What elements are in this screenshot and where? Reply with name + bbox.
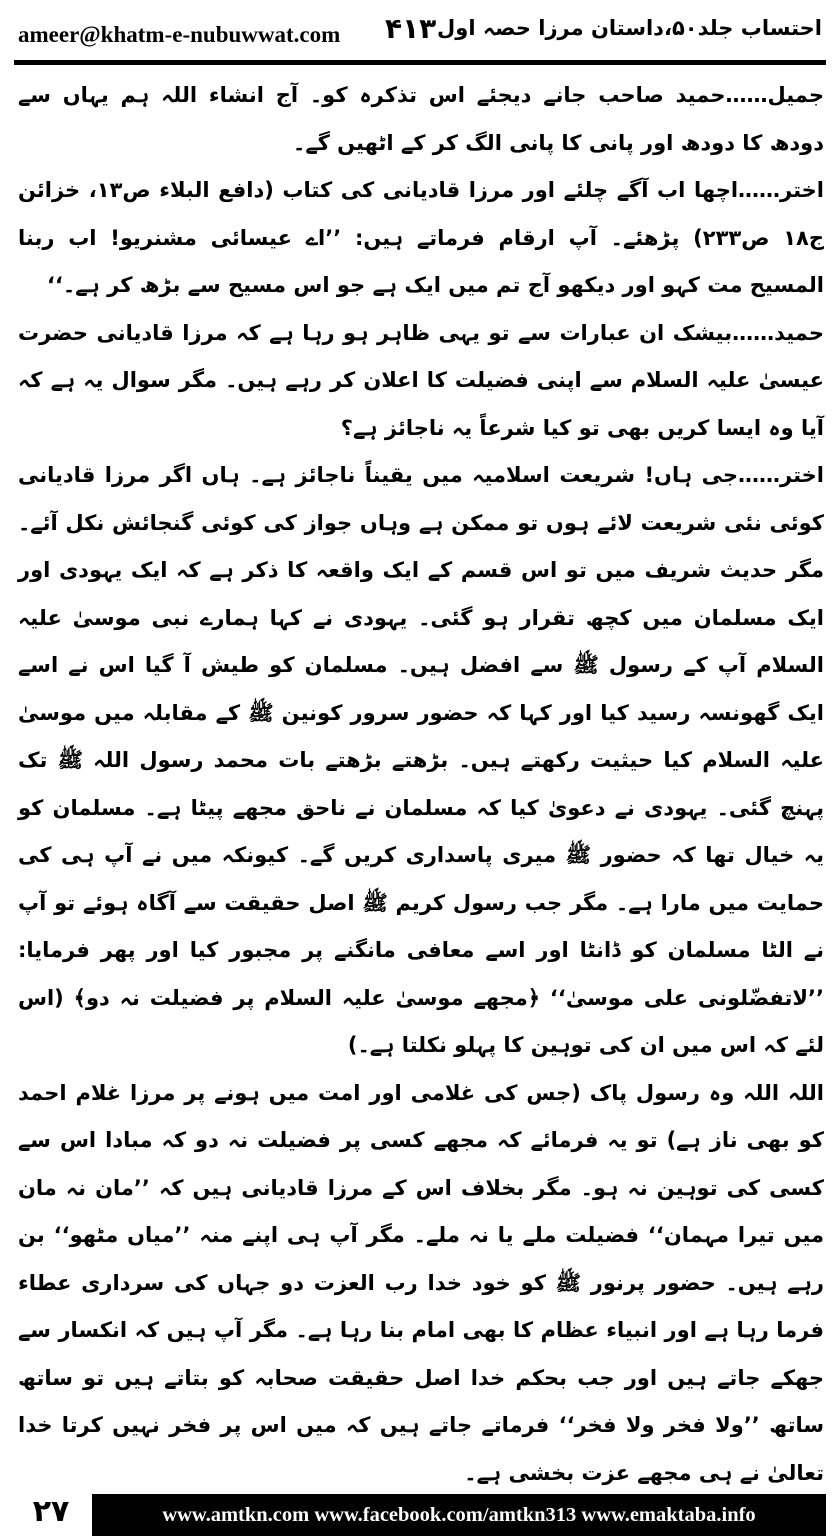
header-email: ameer@khatm-e-nubuwwat.com <box>18 22 341 47</box>
footer-page-number: ۲۷ <box>32 1494 70 1529</box>
footer-urls: www.amtkn.com www.facebook.com/amtkn313 www.emaktaba.info <box>92 1494 826 1536</box>
paragraph-conclusion: اللہ اللہ وہ رسول پاک (جس کی غلامی اور امت میں ہونے پر مرزا غلام احمد کو بھی ناز ہے) تو یہ فرمائے کہ مجھے کسی پر فضیلت نہ دو کہ مبادا اس سے کسی کی توہین نہ ہو۔ مگر بخلاف اس کے مرزا قادیانی ہیں کہ ’’مان نہ مان میں تیرا مہمان‘‘ فضیلت ملے یا نہ ملے۔ مگر آپ ہی اپنے منہ ’’میاں مٹھو‘‘ بن رہے ہیں۔ حضور پرنور ﷺ کو خود خدا رب العزت دو جہاں کی سرداری عطاء فرما رہا ہے اور انبیاء عظام کا بھی امام بنا رہا ہے۔ مگر آپ ہیں کہ انکسار سے جھکے جاتے ہیں اور جب بحکم خدا اصل حقیقت صحابہ کو بتاتے ہیں تو ساتھ ساتھ ’’ولا فخر ولا فخر‘‘ فرماتے جاتے ہیں کہ میں اس پر فخر نہیں کرتا خدا تعالیٰ نے ہی مجھے عزت بخشی ہے۔ <box>18 1080 824 1485</box>
page-header <box>0 0 840 64</box>
header-book-title: احتساب جلد۵۰،داستان مرزا حصہ اول <box>437 16 822 40</box>
paragraph-hameed: حمید……بیشک ان عبارات سے تو یہی ظاہر ہو رہا ہے کہ مرزا قادیانی حضرت عیسیٰ علیہ السلام سے اپنی فضیلت کا اعلان کر رہے ہیں۔ مگر سوال یہ ہے کہ آیا وہ ایسا کریں بھی تو کیا شرعاً یہ ناجائز ہے؟ <box>18 320 824 440</box>
header-page-number: ۴۱۳ <box>385 12 437 45</box>
paragraph-akhtar-quote: اختر……اچھا اب آگے چلئے اور مرزا قادیانی کی کتاب (دافع البلاء ص۱۳، خزائن ج۱۸ ص۲۳۳) پڑھئے۔ آپ ارقام فرماتے ہیں: ’’اے عیسائی مشنریو! اب ربنا المسیح مت کہو اور دیکھو آج تم میں ایک ہے جو اس مسیح سے بڑھ کر ہے۔‘‘ <box>18 178 824 297</box>
paragraph-jameel: جمیل……حمید صاحب جانے دیجئے اس تذکرہ کو۔ آج انشاء اللہ ہم یہاں سے دودھ کا دودھ اور پانی کا پانی الگ کر کے اٹھیں گے۔ <box>18 83 824 155</box>
page-footer <box>0 1488 840 1540</box>
main-text <box>18 72 824 1485</box>
header-rule <box>14 60 826 65</box>
paragraph-akhtar-hadith: اختر……جی ہاں! شریعت اسلامیہ میں یقیناً ناجائز ہے۔ ہاں اگر مرزا قادیانی کوئی نئی شریعت لائے ہوں تو ممکن ہے وہاں جواز کی کوئی گنجائش نکل آئے۔ مگر حدیث شریف میں تو اس قسم کے ایک واقعہ کا ذکر ہے کہ ایک یہودی اور ایک مسلمان میں کچھ تقرار ہو گئی۔ یہودی نے کہا ہمارے نبی موسیٰ علیہ السلام آپ کے رسول ﷺ سے افضل ہیں۔ مسلمان کو طیش آ گیا اس نے اسے ایک گھونسہ رسید کیا اور کہا کہ حضور سرور کونین ﷺ کے مقابلہ میں موسیٰ علیہ السلام کیا حیثیت رکھتے ہیں۔ بڑھتے بڑھتے بات محمد رسول اللہ ﷺ تک پہنچ گئی۔ یہودی نے دعویٰ کیا کہ مسلمان نے ناحق مجھے پیٹا ہے۔ مسلمان کو یہ خیال تھا کہ حضور ﷺ میری پاسداری کریں گے۔ کیونکہ میں نے آپ ہی کی حمایت میں مارا ہے۔ مگر جب رسول کریم ﷺ اصل حقیقت سے آگاہ ہوئے تو آپ نے الٹا مسلمان کو ڈانٹا اور اسے معافی مانگنے پر مجبور کیا اور پھر فرمایا: ’’لاتفضّلونی علی موسیٰ‘‘ ﴿مجھے موسیٰ علیہ السلام پر فضیلت نہ دو﴾ (اس لئے کہ اس میں ان کی توہین کا پہلو نکلتا ہے۔) <box>18 463 824 1057</box>
